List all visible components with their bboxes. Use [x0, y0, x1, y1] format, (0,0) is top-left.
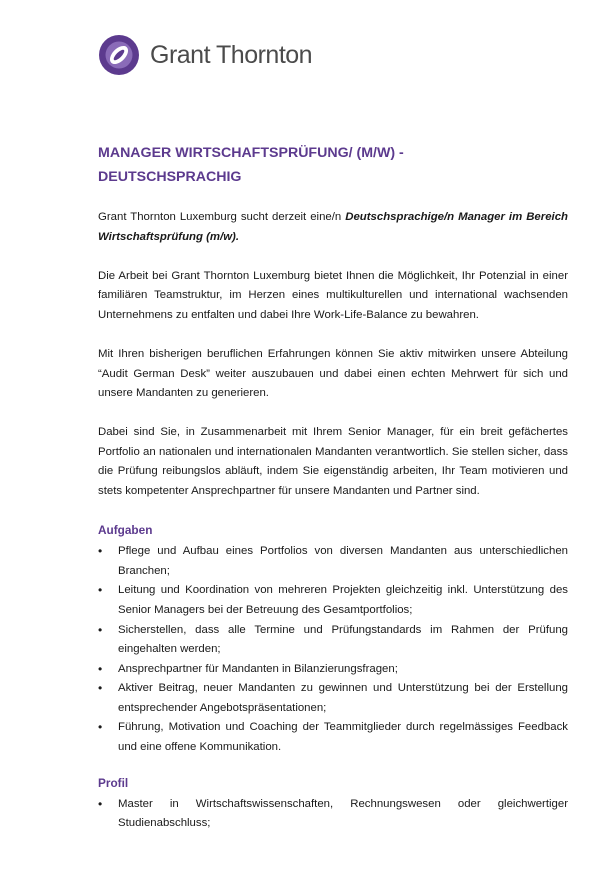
tasks-heading: Aufgaben: [98, 523, 153, 538]
profile-heading: Profil: [98, 775, 129, 790]
logo-wordmark: Grant Thornton: [150, 40, 313, 69]
list-item: • Leitung und Koordination von mehreren Projekten gleichzeitig inkl. Unterstützung des Senior Managers bei der Betreuung des Gesamtportfolios;: [98, 581, 568, 620]
paragraph: Mit Ihren bisherigen beruflichen Erfahrungen können Sie aktiv mitwirken unsere Abteilung “Audit German Desk” weiter auszubauen und dabei einen echten Mehrwert für sich und unsere Mandanten zu generieren.: [98, 347, 568, 400]
intro-paragraph: [98, 208, 568, 247]
list-item: • Master in Wirtschaftswissenschaften, Rechnungswesen oder gleichwertiger Studienabschluss;: [98, 795, 568, 834]
grant-thornton-logo: [98, 34, 312, 76]
paragraph: Die Arbeit bei Grant Thornton Luxemburg bietet Ihnen die Möglichkeit, Ihr Potenzial in einer familiären Teamstruktur, im Herzen eines multikulturellen und international wachsenden Unternehmens zu entfalten und dabei Ihre Work-Life-Balance zu bewahren.: [98, 269, 568, 321]
list-item: • Sicherstellen, dass alle Termine und Prüfungstandards im Rahmen der Prüfung eingehalten werden;: [98, 621, 568, 660]
grant-thornton-logo-mark-icon: [98, 34, 140, 76]
page-title: MANAGER WIRTSCHAFTSPRÜFUNG/ (M/W) - DEUTSCHSPRACHIG: [98, 145, 404, 185]
posting-body: [98, 208, 568, 850]
intro-lead: Grant Thornton Luxemburg sucht derzeit eine/n: [98, 211, 346, 223]
paragraph: Dabei sind Sie, in Zusammenarbeit mit Ihrem Senior Manager, für ein breit gefächertes Portfolio an nationalen und internationalen Mandanten verantwortlich. Sie stellen sicher, dass die Prüfung reibungslos abläuft, indem Sie eigenständig arbeiten, Ihr Team motivieren und stets kompetenter Ansprechpartner für unsere Mandanten und Partner sind.: [98, 426, 568, 498]
intro-emphasis: Deutschsprachige/n Manager im Bereich Wirtschaftsprüfung (m/w).: [98, 211, 568, 243]
list-item: • Führung, Motivation und Coaching der Teammitglieder durch regelmässiges Feedback und eine offene Kommunikation.: [98, 718, 568, 757]
list-item: • Ansprechpartner für Mandanten in Bilanzierungsfragen;: [98, 660, 568, 680]
profile-list: [98, 795, 568, 834]
list-item: • Aktiver Beitrag, neuer Mandanten zu gewinnen und Unterstützung bei der Erstellung entsprechender Angebotspräsentationen;: [98, 679, 568, 718]
list-item: • Pflege und Aufbau eines Portfolios von diversen Mandanten aus unterschiedlichen Branchen;: [98, 542, 568, 581]
tasks-list: [98, 542, 568, 758]
